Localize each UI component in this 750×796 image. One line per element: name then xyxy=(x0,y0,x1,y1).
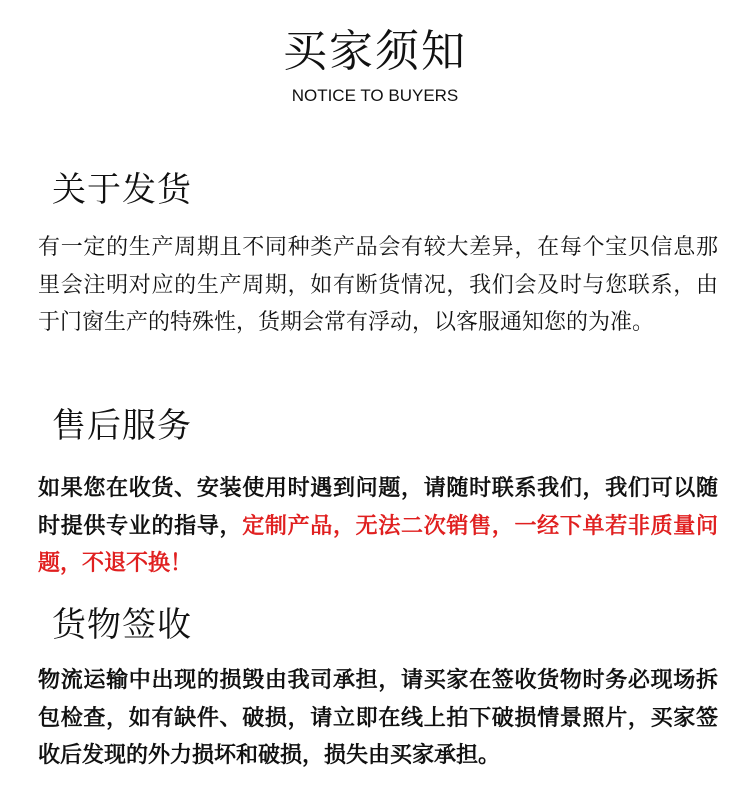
page-title: 买家须知 xyxy=(283,26,467,77)
section-text-shipping: 有一定的生产周期且不同种类产品会有较大差异，在每个宝贝信息那里会注明对应的生产周期，如有断货情况，我们会及时与您联系，由于门窗生产的特殊性，货期会常有浮动，以客服通知您的为准。 xyxy=(38,235,718,335)
page-subtitle: NOTICE TO BUYERS xyxy=(291,86,459,105)
section-heading-after-sales: 售后服务 xyxy=(52,406,192,446)
section-text-receipt: 物流运输中出现的损毁由我司承担，请买家在签收货物时务必现场拆包检查，如有缺件、破损，请立即在线上拍下破损情景照片，买家签收后发现的外力损坏和破损，损失由买家承担。 xyxy=(38,668,718,768)
section-heading-shipping: 关于发货 xyxy=(52,170,192,210)
after-sales-warning: 定制产品，无法二次销售，一经下单若非质量问题，不退不换！ xyxy=(38,513,718,576)
section-heading-receipt: 货物签收 xyxy=(52,605,192,645)
after-sales-body: 如果您在收货、安装使用时遇到问题，请随时联系我们，我们可以随时提供专业的指导， xyxy=(38,476,718,539)
section-text-after-sales xyxy=(38,470,718,583)
